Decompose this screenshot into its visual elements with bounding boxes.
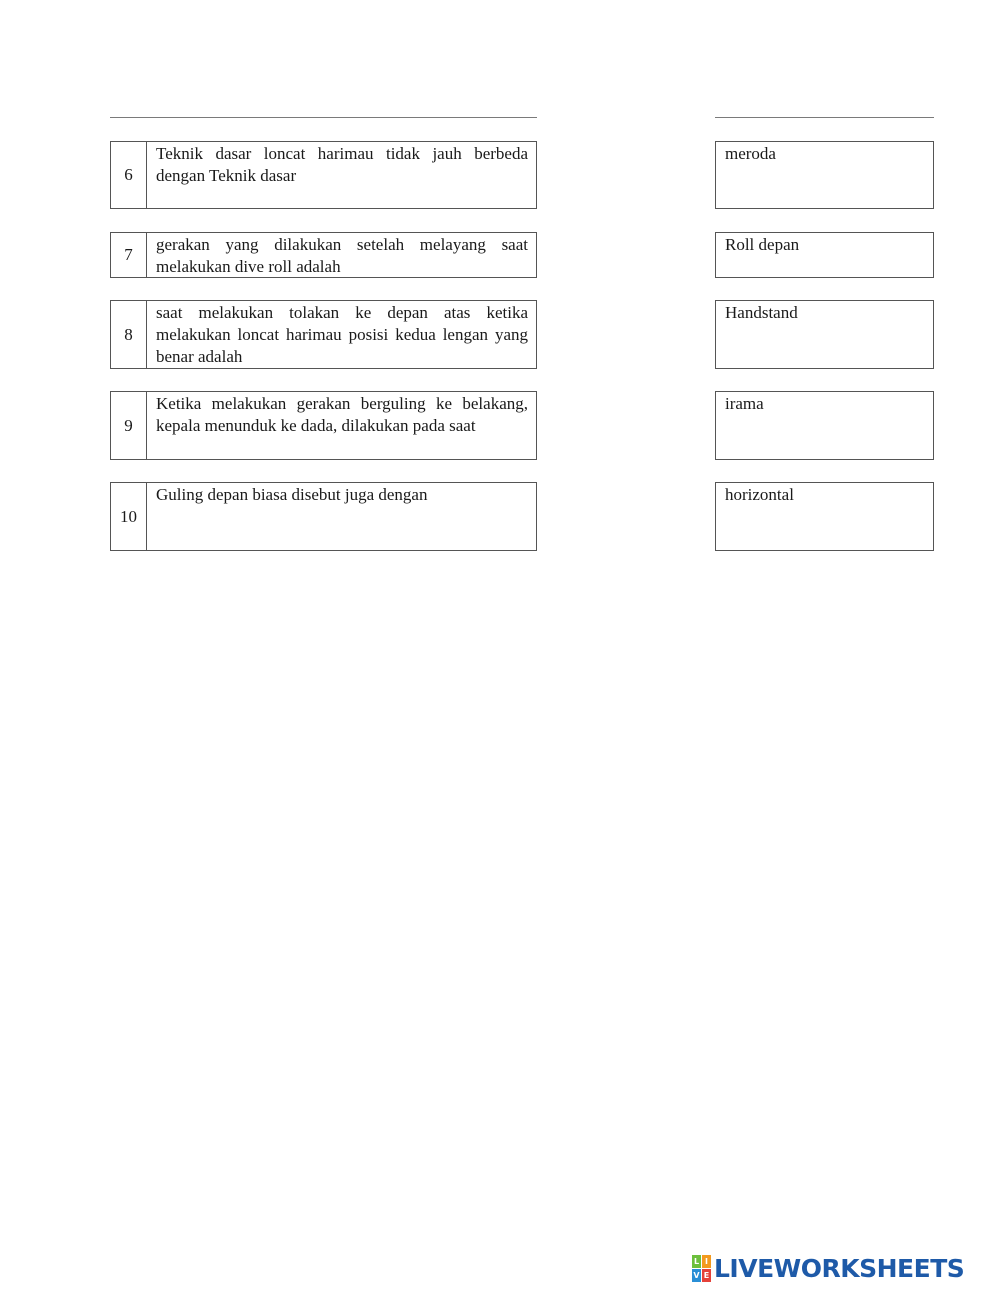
answer-option-irama[interactable]: irama	[715, 391, 934, 460]
question-text: saat melakukan tolakan ke depan atas ketika melakukan loncat harimau posisi kedua lengan yang benar adalah	[156, 303, 528, 366]
question-number: 10	[111, 483, 147, 550]
question-number: 9	[111, 392, 147, 459]
answer-option-horizontal[interactable]: horizontal	[715, 482, 934, 551]
top-rule-left	[110, 117, 537, 118]
question-text: Ketika melakukan gerakan berguling ke belakang, kepala menunduk ke dada, dilakukan pada saat	[156, 394, 528, 435]
question-text: Teknik dasar loncat harimau tidak jauh berbeda dengan Teknik dasar	[156, 144, 528, 185]
question-text: Guling depan biasa disebut juga dengan	[156, 485, 428, 504]
question-row-7	[110, 232, 537, 278]
question-row-10	[110, 482, 537, 551]
liveworksheets-logo	[692, 1254, 964, 1283]
question-row-8	[110, 300, 537, 369]
liveworksheets-wordmark: LIVEWORKSHEETS	[714, 1254, 965, 1283]
question-number: 6	[111, 142, 147, 208]
question-number: 8	[111, 301, 147, 368]
answer-option-handstand[interactable]: Handstand	[715, 300, 934, 369]
question-number: 7	[111, 233, 147, 277]
liveworksheets-logo-icon: L I V E	[693, 1256, 710, 1280]
question-row-9	[110, 391, 537, 460]
answer-option-roll-depan[interactable]: Roll depan	[715, 232, 934, 278]
question-text: gerakan yang dilakukan setelah melayang saat melakukan dive roll adalah	[156, 235, 528, 276]
top-rule-right	[715, 117, 934, 118]
answer-option-meroda[interactable]: meroda	[715, 141, 934, 209]
question-row-6	[110, 141, 537, 209]
